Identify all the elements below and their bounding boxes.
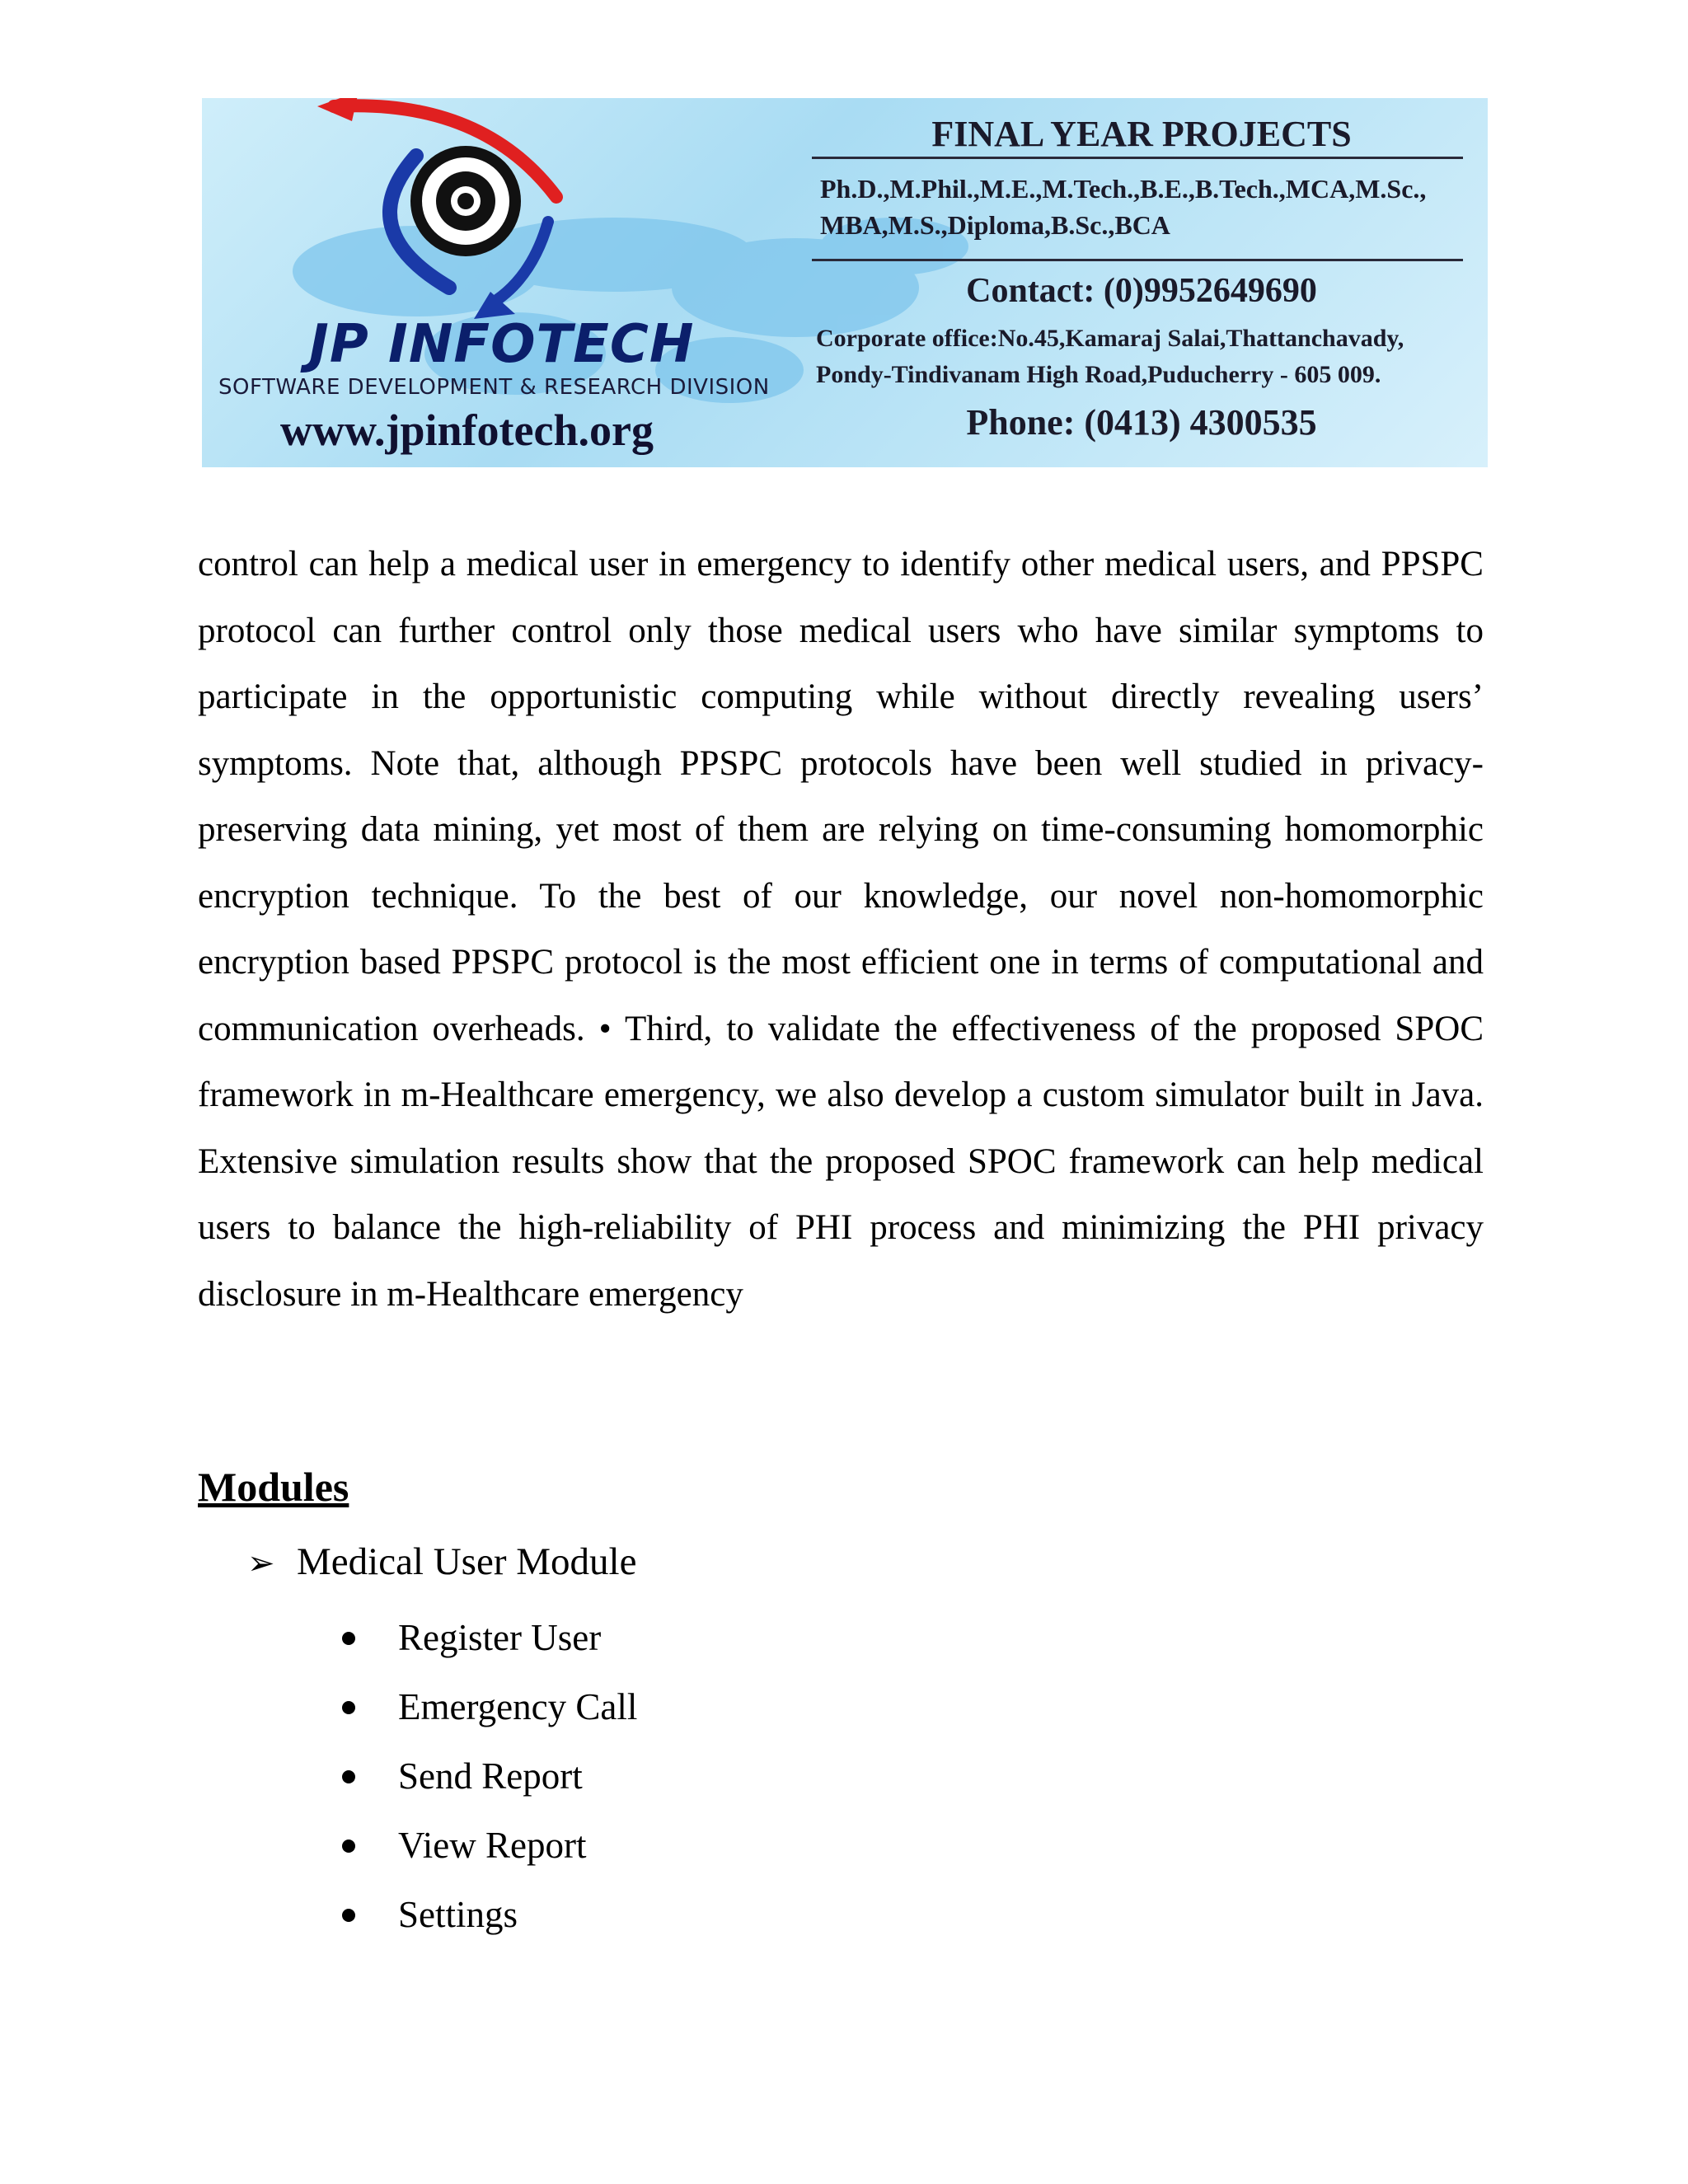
list-item-label: Send Report xyxy=(398,1755,583,1797)
banner-headline: FINAL YEAR PROJECTS xyxy=(931,114,1352,154)
bullet-icon xyxy=(342,1909,355,1922)
bullet-icon xyxy=(342,1632,355,1645)
brand-name: JP INFOTECH xyxy=(309,314,695,375)
bullet-icon xyxy=(342,1770,355,1783)
divider xyxy=(812,259,1463,261)
list-item-label: Emergency Call xyxy=(398,1686,638,1727)
bullet-icon xyxy=(342,1701,355,1714)
office-address: Corporate office:No.45,Kamaraj Salai,Thattanchavady, Pondy-Tindivanam High Road,Puducherry - 605 009. xyxy=(816,325,1404,388)
list-item-label: View Report xyxy=(398,1825,587,1866)
module-feature-list xyxy=(342,1613,637,1959)
arrow-bullet-icon: ➢ xyxy=(247,1544,275,1582)
banner-info-block xyxy=(812,98,1471,467)
list-item xyxy=(342,1613,637,1682)
brand-website: www.jpinfotech.org xyxy=(280,405,654,455)
divider xyxy=(812,157,1463,159)
module-label: Medical User Module xyxy=(297,1540,637,1583)
contact-number: Contact: (0)9952649690 xyxy=(966,272,1317,310)
jp-infotech-logo-icon xyxy=(301,98,729,345)
modules-heading: Modules xyxy=(198,1464,349,1510)
list-item xyxy=(342,1821,637,1890)
header-banner xyxy=(202,98,1488,467)
list-item xyxy=(342,1890,637,1959)
phone-number: Phone: (0413) 4300535 xyxy=(966,402,1317,443)
bullet-icon xyxy=(342,1840,355,1853)
body-paragraph: control can help a medical user in emergency to identify other medical users, and PPSPC protocol can further control only those medical users who have similar symptoms to participate in the opportunistic computing while without directly revealing users’ symptoms. Note that, although PPSPC protocols have been well studied in privacy-preserving data mining, yet most of them are relying on time-consuming homomorphic encryption technique. To the best of our knowledge, our novel non-homomorphic encryption based PPSPC protocol is the most efficient one in terms of computational and communication overheads. • Third, to validate the effectiveness of the proposed SPOC framework in m-Healthcare emergency, we also develop a custom simulator built in Java. Extensive simulation results show that the proposed SPOC framework can help medical users to balance the high-reliability of PHI process and minimizing the PHI privacy disclosure in m-Healthcare emergency xyxy=(198,545,1484,1314)
brand-subtitle: SOFTWARE DEVELOPMENT & RESEARCH DIVISION xyxy=(218,375,770,400)
list-item xyxy=(342,1751,637,1821)
module-item xyxy=(247,1540,636,1584)
list-item-label: Register User xyxy=(398,1617,602,1658)
list-item xyxy=(342,1682,637,1751)
degrees-text: Ph.D.,M.Phil.,M.E.,M.Tech.,B.E.,B.Tech.,MCA,M.Sc., MBA,M.S.,Diploma,B.Sc.,BCA xyxy=(820,174,1427,240)
list-item-label: Settings xyxy=(398,1894,518,1935)
